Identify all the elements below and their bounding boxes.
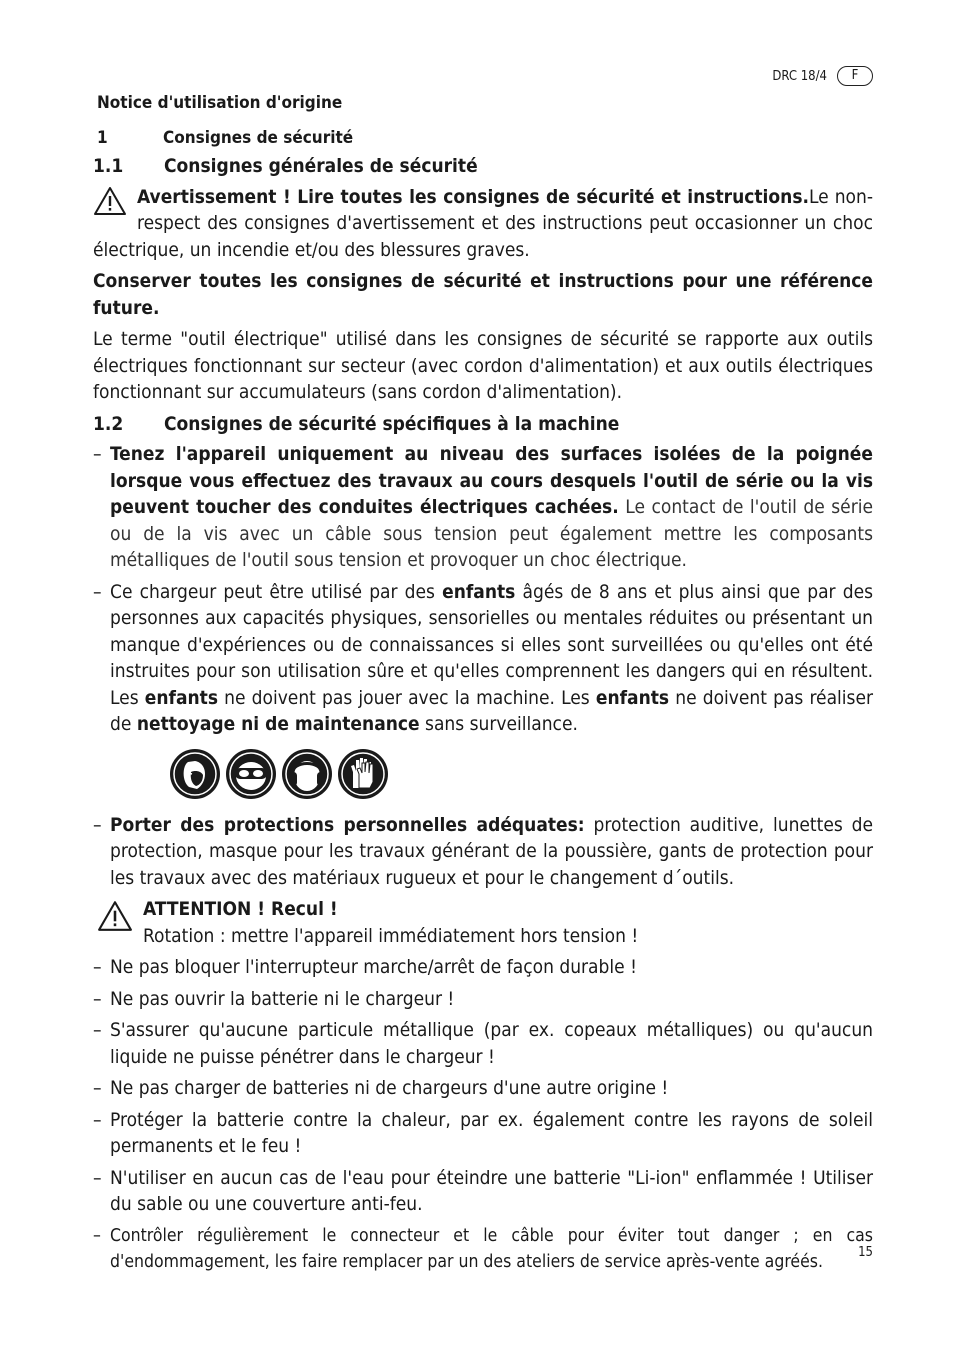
item-text: protection auditive, lunettes de protection, masque pour les travaux générant de la poussière, gants de protection pour les travaux avec des matériaux rugueux et pour le changement d´outils. — [110, 813, 874, 889]
item-text: N'utiliser en aucun cas de l'eau pour éteindre une batterie "Li-ion" enflammée ! Utiliser du sable ou une couverture anti-feu. — [110, 1166, 873, 1215]
list-dash: – — [93, 1019, 102, 1041]
section-1-1-heading — [93, 153, 873, 180]
item-text: Contrôler régulièrement le connecteur et le câble pour éviter tout danger ; en cas d'endommagement, les faire remplacer par un des ateliers de service après-vente agréés. — [110, 1225, 873, 1272]
warning-triangle-icon — [97, 900, 133, 932]
dust-mask-icon — [169, 748, 221, 800]
item-text: Protéger la batterie contre la chaleur, par ex. également contre les rayons de soleil permanents et le feu ! — [110, 1108, 873, 1157]
list-item — [93, 954, 873, 981]
item-text: Ne pas charger de batteries ni de chargeurs d'une autre origine ! — [110, 1077, 669, 1099]
ear-protection-icon — [281, 748, 333, 800]
list-item — [93, 1165, 873, 1218]
item-text: ne doivent pas réaliser de — [110, 686, 874, 735]
attention-title: ATTENTION ! Recul ! — [143, 898, 338, 920]
section-number: 1.1 — [93, 155, 124, 177]
list-dash: – — [93, 813, 102, 836]
warning-bold-text: Avertissement ! Lire toutes les consignes de sécurité et instructions. — [137, 185, 809, 208]
safety-glasses-icon — [225, 748, 277, 800]
protective-gloves-icon — [337, 748, 389, 800]
list-dash: – — [93, 580, 102, 603]
list-dash: – — [93, 1108, 102, 1131]
item-bold-text: enfants — [595, 686, 670, 709]
item-bold-text: enfants — [144, 686, 219, 709]
keep-instructions: Conserver toutes les consignes de sécurité et instructions pour une référence future. — [93, 270, 873, 319]
list-item — [93, 1075, 873, 1102]
ppe-icons — [169, 748, 873, 800]
section-label: Consignes de sécurité — [163, 127, 354, 148]
document-body — [93, 90, 873, 1281]
list-item — [93, 579, 873, 738]
item-bold-text: Tenez l'appareil uniquement au niveau des surfaces isolées de la poignée lorsque vous effectuez des travaux au cours desquels l'outil de série ou la vis peuvent toucher des conduites électriques cachées. — [110, 443, 873, 518]
list-item — [93, 986, 873, 1013]
list-item — [93, 812, 873, 892]
section-1-heading — [97, 125, 873, 152]
attention-content — [143, 896, 638, 949]
attention-block — [93, 896, 873, 949]
list-dash: – — [93, 956, 102, 978]
attention-text: Rotation : mettre l'appareil immédiatement hors tension ! — [143, 924, 639, 947]
item-text: sans surveillance. — [419, 713, 578, 735]
list-dash: – — [93, 1077, 102, 1099]
section-label: Consignes de sécurité spécifiques à la machine — [164, 412, 620, 435]
section-1-2-heading — [93, 411, 873, 438]
general-warning — [93, 184, 873, 264]
document-title: Notice d'utilisation d'origine — [97, 93, 343, 113]
list-item — [93, 1017, 873, 1070]
page-header — [772, 66, 873, 86]
item-text: Ce chargeur peut être utilisé par des — [110, 580, 443, 603]
section-number: 1 — [97, 127, 108, 148]
list-dash: – — [93, 987, 102, 1010]
item-text: Le contact de l'outil de série ou de la vis avec un câble sous tension peut également mettre les composants métalliques de l'outil sous tension et provoquer un choc électrique. — [110, 496, 873, 571]
term-definition: Le terme "outil électrique" utilisé dans les consignes de sécurité se rapporte aux outils électriques fonctionnant sur secteur (avec cordon d'alimentation) et aux outils électriques fonctionnant sur accumulateurs (sans cordon d'alimentation). — [93, 328, 873, 403]
page-number: 15 — [858, 1245, 873, 1260]
item-text: Ne pas ouvrir la batterie ni le chargeur ! — [110, 987, 455, 1010]
list-item — [93, 1107, 873, 1160]
item-text: âgés de 8 ans et plus ainsi que par des personnes aux capacités physiques, sensorielles ou mentales réduites ou présentant un manque d'expériences ou de connaissances si elles sont surveillées ou qu'elles ont été instruites pour son utilisation sûre et qu'elles comprennent les dangers qui en résultent. Les — [110, 580, 873, 709]
warning-triangle-icon — [93, 186, 127, 216]
item-text: Ne pas bloquer l'interrupteur marche/arrêt de façon durable ! — [110, 956, 637, 978]
model-label: DRC 18/4 — [772, 68, 827, 84]
section-label: Consignes générales de sécurité — [164, 155, 478, 177]
list-dash: – — [93, 1166, 102, 1189]
section-number: 1.2 — [93, 412, 124, 435]
list-dash: – — [93, 443, 102, 465]
item-text: ne doivent pas jouer avec la machine. Les — [218, 686, 596, 709]
warning-text: Le non-respect des consignes d'avertissement et des instructions peut occasionner un choc électrique, un incendie et/ou des blessures graves. — [93, 185, 873, 261]
item-bold-text: nettoyage ni de maintenance — [136, 713, 420, 735]
item-bold-text: Porter des protections personnelles adéquates: — [110, 813, 585, 836]
item-text: S'assurer qu'aucune particule métallique (par ex. copeaux métalliques) ou qu'aucun liquide ne puisse pénétrer dans le chargeur ! — [110, 1019, 873, 1068]
list-dash: – — [93, 1225, 101, 1246]
list-item — [93, 1223, 873, 1276]
item-bold-text: enfants — [442, 580, 516, 603]
list-item — [93, 441, 873, 574]
language-badge: F — [837, 66, 873, 86]
